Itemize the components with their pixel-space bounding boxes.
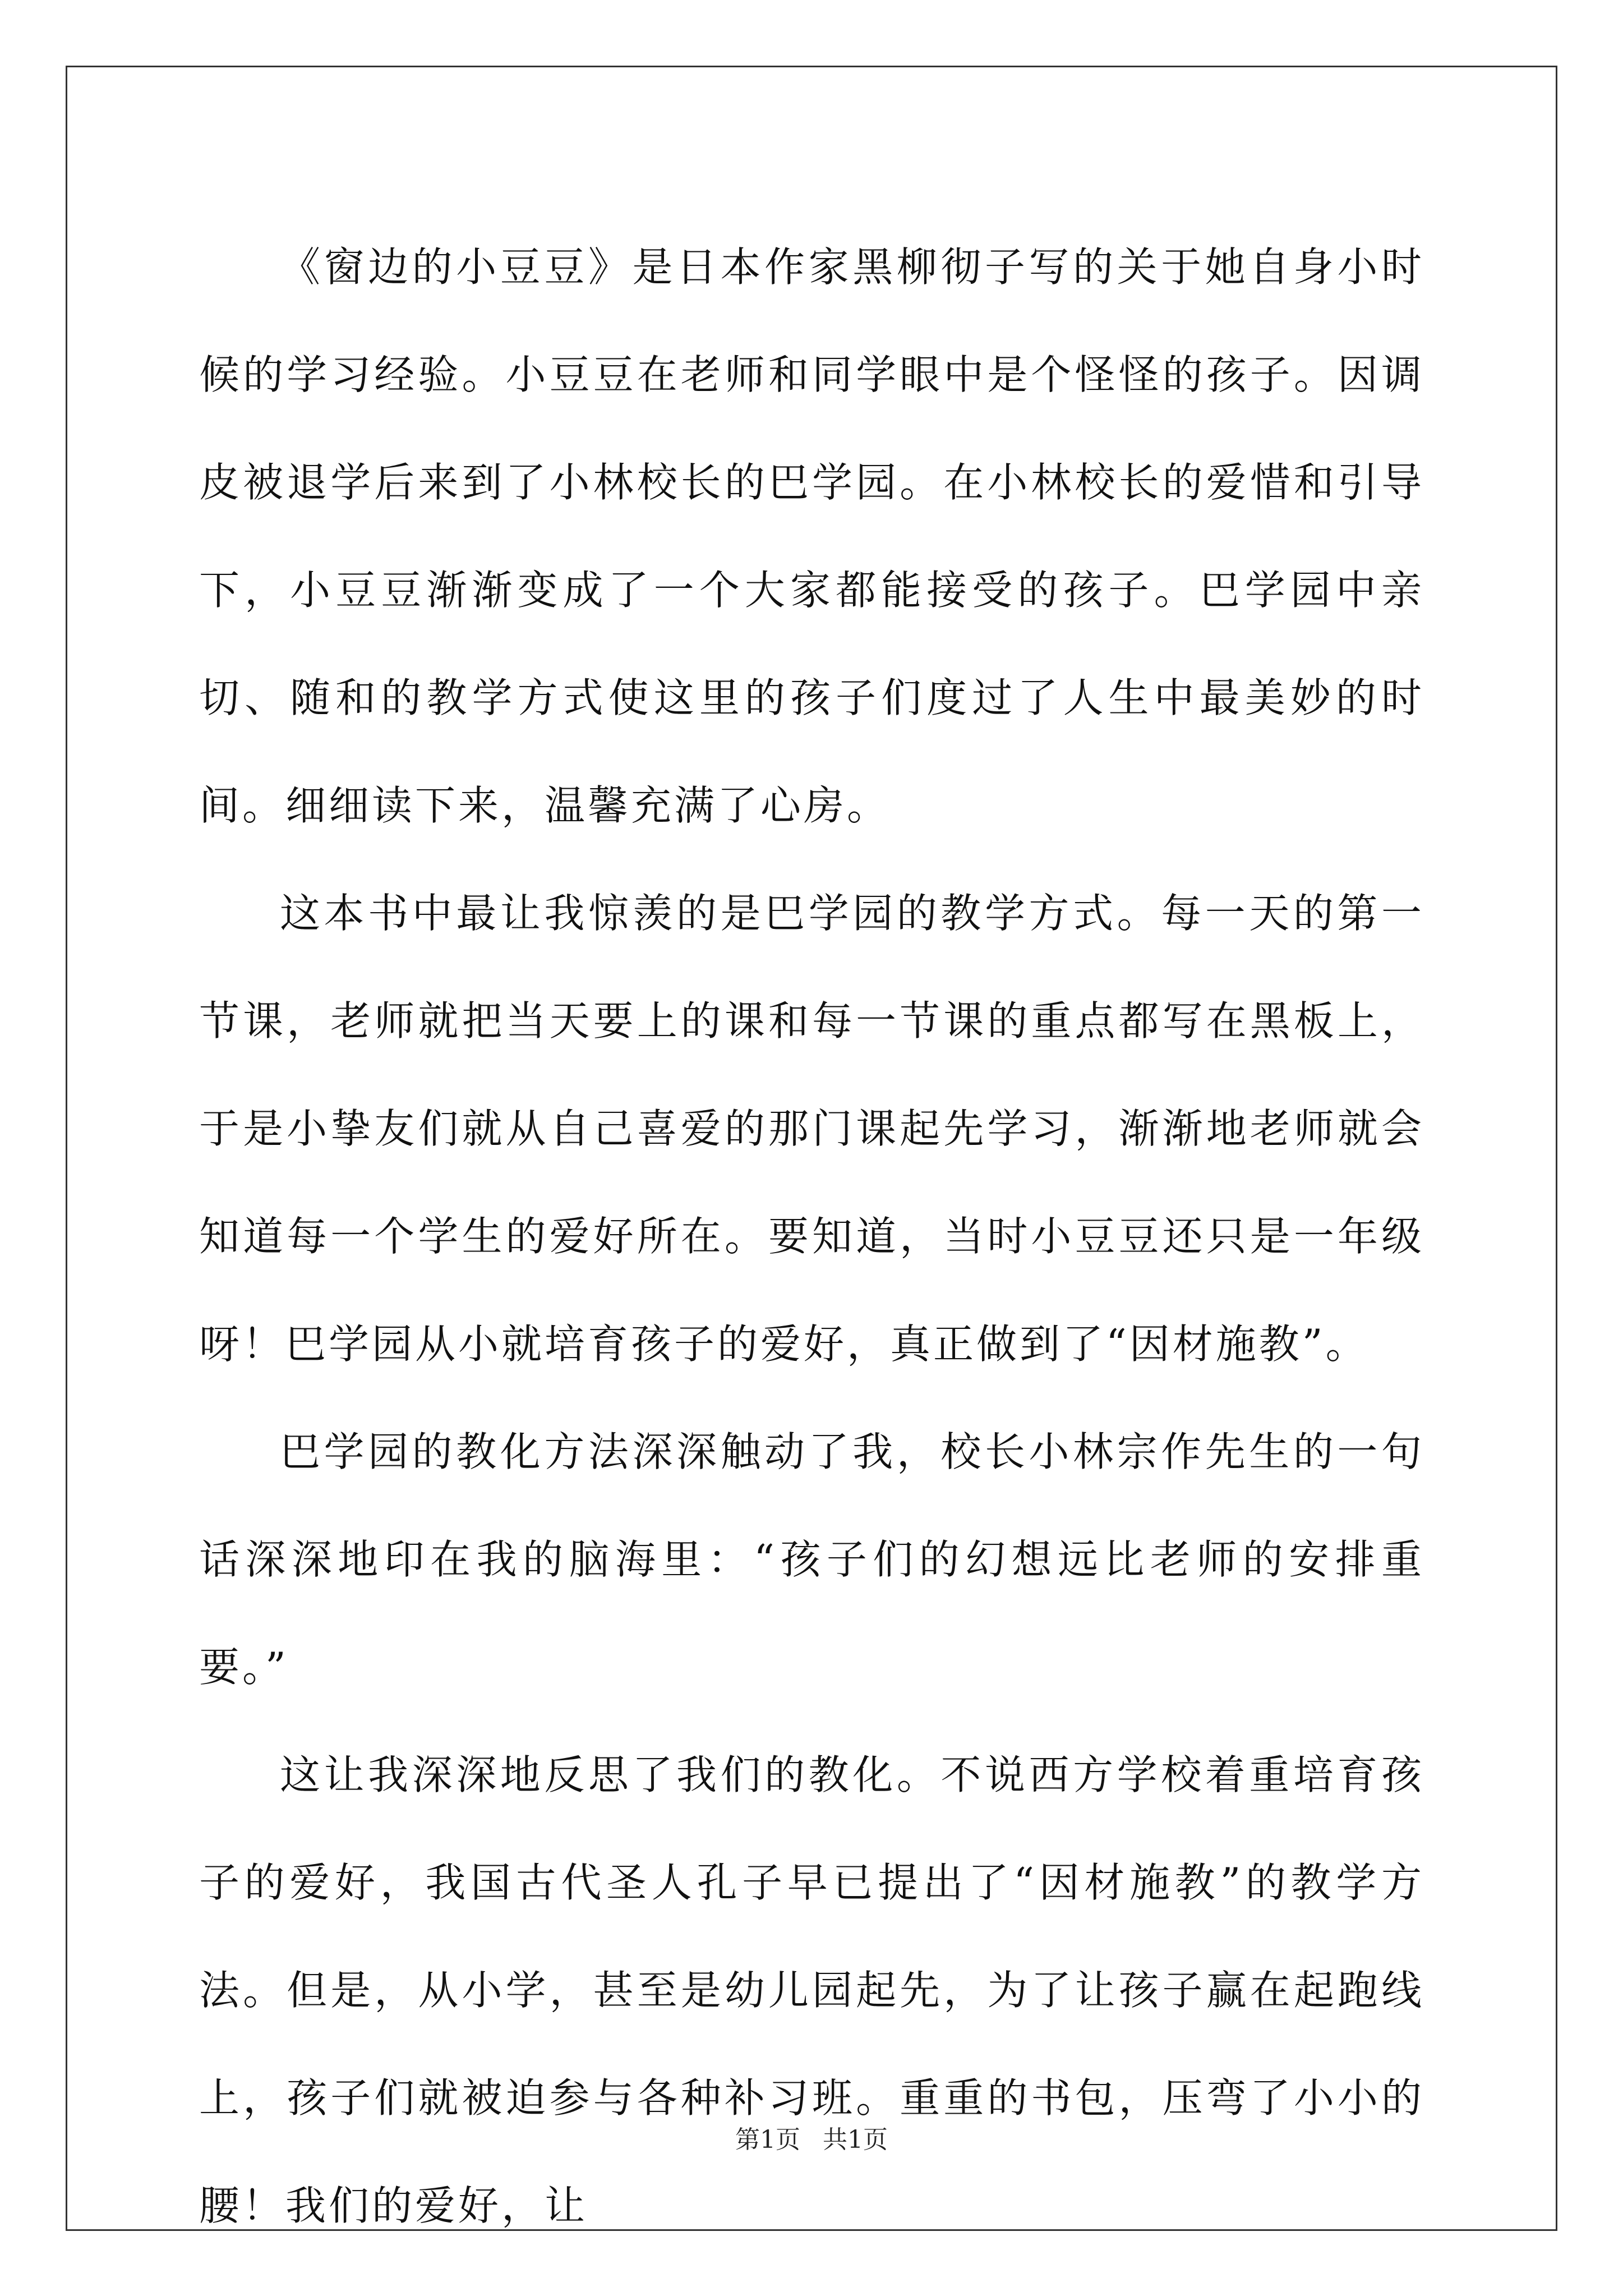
document-body bbox=[199, 213, 1424, 2260]
page-total: 共1页 bbox=[823, 2125, 888, 2154]
page-footer bbox=[0, 2123, 1623, 2157]
page-number: 第1页 bbox=[735, 2125, 800, 2154]
paragraph-1: 《窗边的小豆豆》是日本作家黑柳彻子写的关于她自身小时候的学习经验。小豆豆在老师和同学眼中是个怪怪的孩子。因调皮被退学后来到了小林校长的巴学园。在小林校长的爱惜和引导下，小豆豆渐渐变成了一个大家都能接受的孩子。巴学园中亲切、随和的教学方式使这里的孩子们度过了人生中最美妙的时间。细细读下来，温馨充满了心房。 bbox=[199, 243, 1424, 829]
paragraph-3: 巴学园的教化方法深深触动了我，校长小林宗作先生的一句话深深地印在我的脑海里：“孩子们的幻想远比老师的安排重要。” bbox=[199, 1428, 1424, 1691]
paragraph-4: 这让我深深地反思了我们的教化。不说西方学校着重培育孩子的爱好，我国古代圣人孔子早已提出了“因材施教”的教学方法。但是，从小学，甚至是幼儿园起先，为了让孩子赢在起跑线上，孩子们就被迫参与各种补习班。重重的书包，压弯了小小的腰！我们的爱好，让 bbox=[199, 1751, 1424, 2229]
paragraph-2: 这本书中最让我惊羡的是巴学园的教学方式。每一天的第一节课，老师就把当天要上的课和每一节课的重点都写在黑板上，于是小挚友们就从自己喜爱的那门课起先学习，渐渐地老师就会知道每一个学生的爱好所在。要知道，当时小豆豆还只是一年级呀！巴学园从小就培育孩子的爱好，真正做到了“因材施教”。 bbox=[199, 890, 1424, 1368]
